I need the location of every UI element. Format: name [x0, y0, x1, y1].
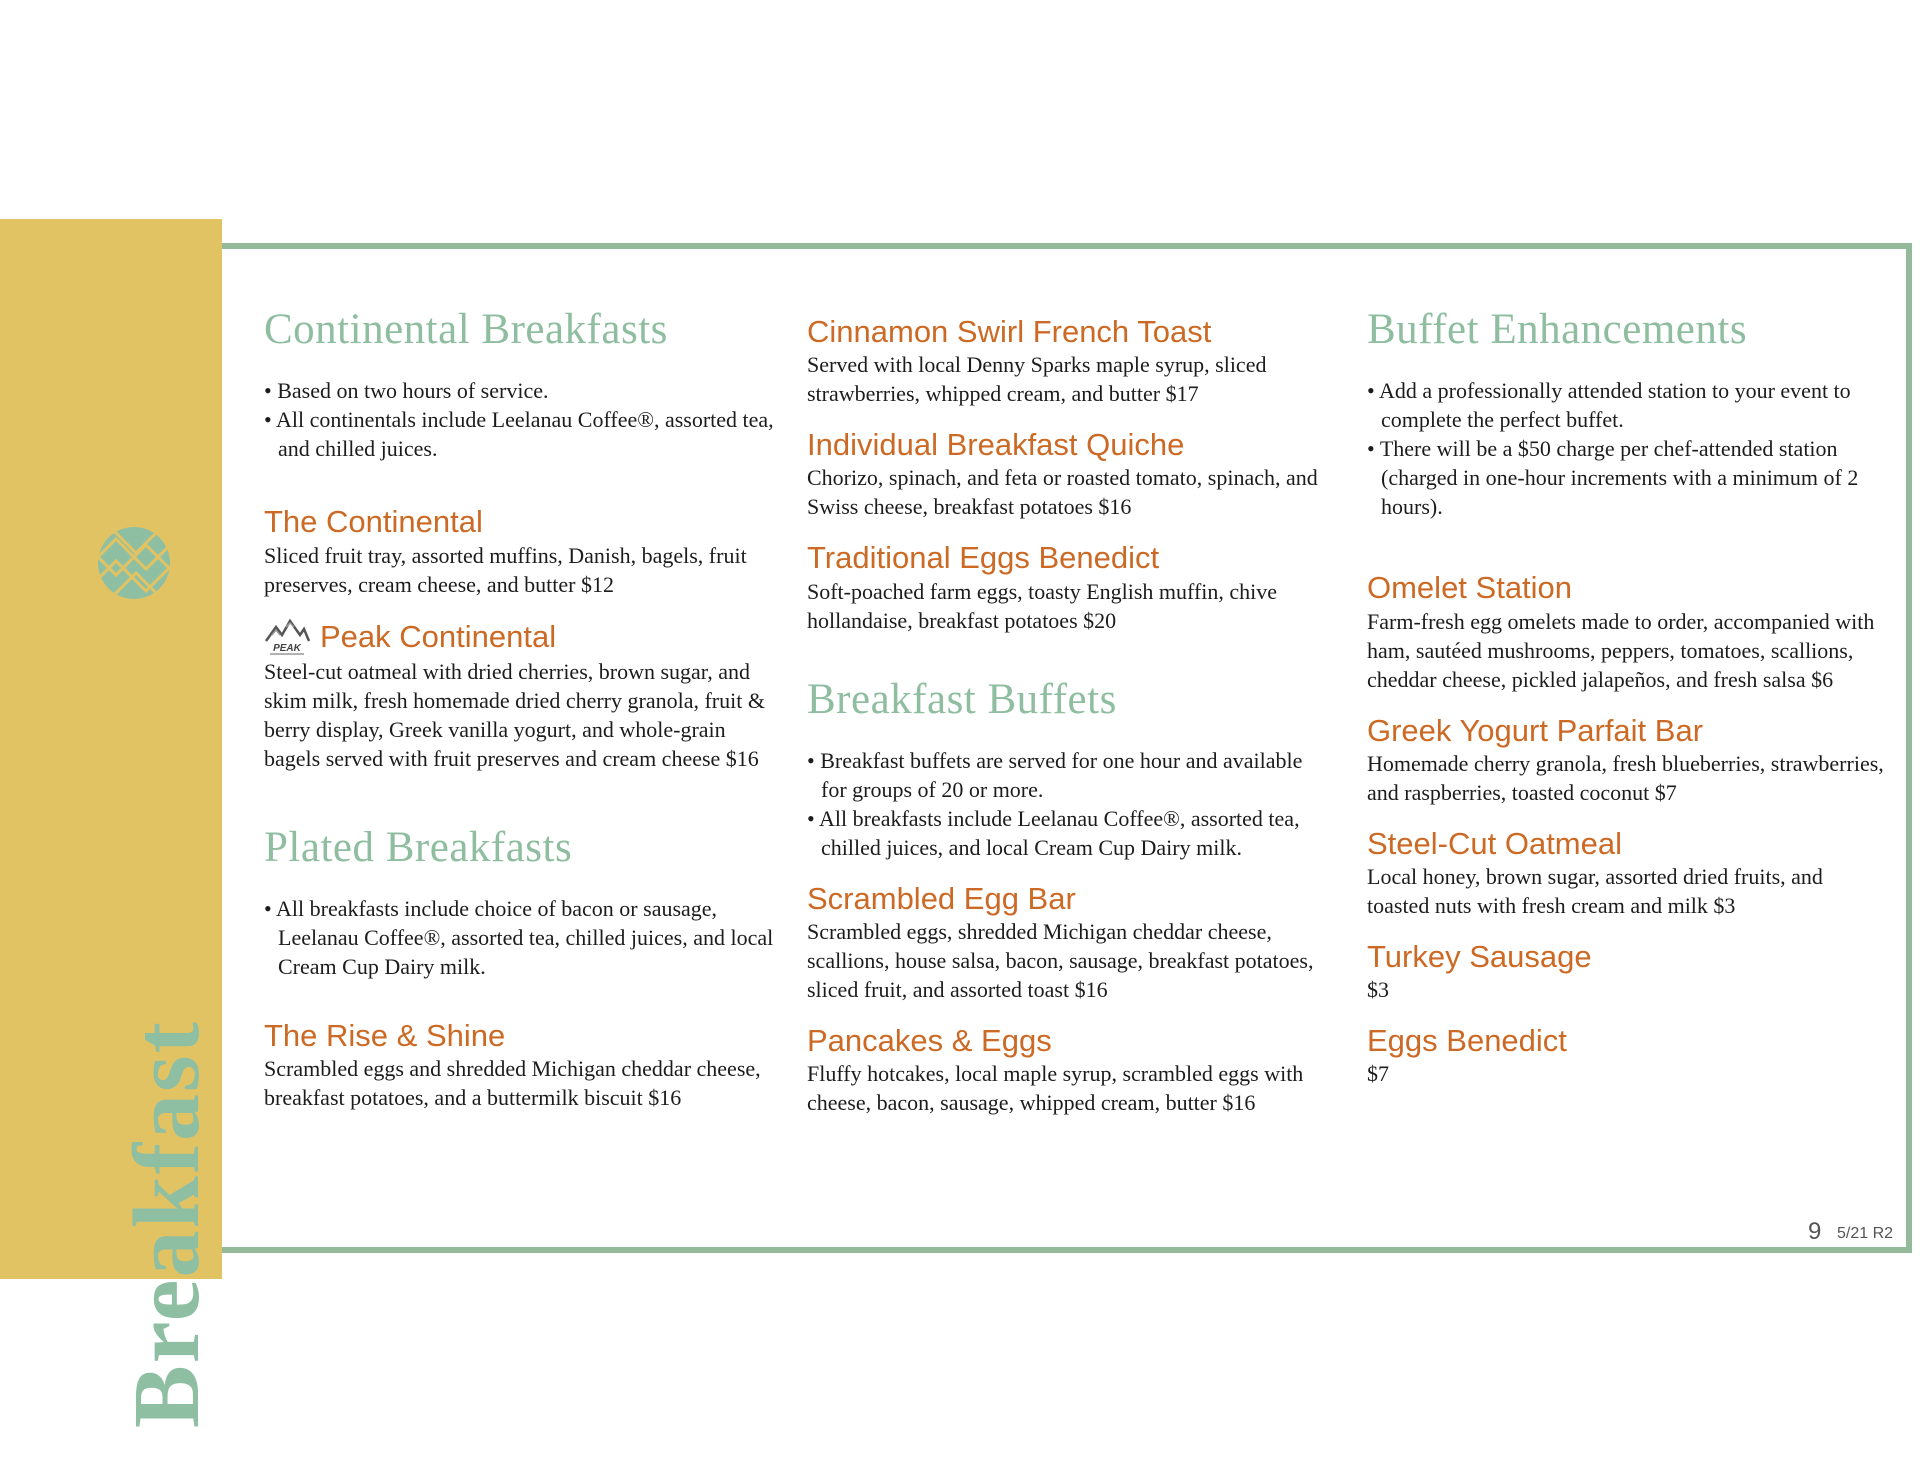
- plated-notes: [264, 894, 774, 981]
- pinecone-logo-icon: [96, 525, 172, 601]
- item-desc: Soft-poached farm eggs, toasty English muffin, chive hollandaise, breakfast potatoes $20: [807, 578, 1278, 633]
- list-item: • Add a professionally attended station to your event to complete the perfect buffet.: [1367, 376, 1887, 434]
- item-desc: Steel-cut oatmeal with dried cherries, brown sugar, and skim milk, fresh homemade dried cherry granola, fruit & berry display, Greek vanilla yogurt, and whole-grain bagels served with fruit preserves and cream cheese $16: [264, 658, 765, 771]
- menu-item-pancakes-eggs: [807, 1022, 1327, 1117]
- revision-label: 5/21 R2: [1837, 1225, 1894, 1242]
- section-title-buffets: Breakfast Buffets: [807, 675, 1117, 723]
- item-desc: Homemade cherry granola, fresh blueberries, strawberries, and raspberries, toasted coconut $7: [1367, 750, 1884, 805]
- column-left: [264, 305, 774, 1112]
- menu-item-oatmeal: [1367, 825, 1887, 920]
- item-desc: Local honey, brown sugar, assorted dried fruits, and toasted nuts with fresh cream and milk $3: [1367, 864, 1823, 918]
- item-desc: Chorizo, spinach, and feta or roasted tomato, spinach, and Swiss cheese, breakfast potatoes $16: [807, 465, 1318, 520]
- item-desc: Farm-fresh egg omelets made to order, accompanied with ham, sautéed mushrooms, peppers, tomatoes, scallions, cheddar cheese, pickled jalapeños, and fresh salsa $6: [1367, 608, 1875, 692]
- item-desc: Fluffy hotcakes, local maple syrup, scrambled eggs with cheese, bacon, sausage, whipped cream, butter $16: [807, 1061, 1304, 1116]
- item-title: Individual Breakfast Quiche: [807, 427, 1185, 463]
- buffets-notes: [807, 746, 1327, 862]
- list-item: • Breakfast buffets are served for one hour and available for groups of 20 or more.: [807, 746, 1327, 804]
- item-desc: Served with local Denny Sparks maple syrup, sliced strawberries, whipped cream, and butter $17: [807, 352, 1267, 407]
- item-desc: Sliced fruit tray, assorted muffins, Danish, bagels, fruit preserves, cream cheese, and butter $12: [264, 542, 747, 597]
- section-title-enhancements: Buffet Enhancements: [1367, 306, 1748, 353]
- item-title: Eggs Benedict: [1367, 1023, 1567, 1059]
- menu-item-eggs-benedict-add: [1367, 1022, 1887, 1088]
- menu-item-quiche: [807, 426, 1327, 521]
- menu-item-rise-shine: [264, 1017, 774, 1112]
- item-title: The Continental: [264, 504, 483, 540]
- section-title-continental: Continental Breakfasts: [264, 306, 668, 353]
- item-desc: Scrambled eggs and shredded Michigan cheddar cheese, breakfast potatoes, and a buttermilk biscuit $16: [264, 1056, 761, 1111]
- enhancements-notes: [1367, 376, 1887, 521]
- menu-item-omelet-station: [1367, 569, 1887, 693]
- peak-mountain-icon: [264, 617, 310, 657]
- page-number: 9: [1808, 1218, 1822, 1245]
- item-title: Pancakes & Eggs: [807, 1023, 1052, 1059]
- list-item: • All breakfasts include Leelanau Coffee®, assorted tea, chilled juices, and local Cream Cup Dairy milk.: [807, 804, 1327, 862]
- menu-item-eggs-benedict: [807, 539, 1327, 634]
- item-desc: $7: [1367, 1061, 1389, 1087]
- menu-item-turkey-sausage: [1367, 938, 1887, 1004]
- list-item: • All breakfasts include choice of bacon or sausage, Leelanau Coffee®, assorted tea, chilled juices, and local Cream Cup Dairy milk.: [264, 894, 774, 981]
- item-title: Scrambled Egg Bar: [807, 881, 1076, 916]
- item-title: Traditional Eggs Benedict: [807, 540, 1160, 576]
- list-item: • Based on two hours of service.: [264, 376, 774, 405]
- item-title: Steel-Cut Oatmeal: [1367, 825, 1622, 861]
- item-title: The Rise & Shine: [264, 1018, 506, 1054]
- item-desc: Scrambled eggs, shredded Michigan cheddar cheese, scallions, house salsa, bacon, sausage, breakfast potatoes, sliced fruit, and assorted toast $16: [807, 919, 1314, 1003]
- list-item: • All continentals include Leelanau Coffee®, assorted tea, and chilled juices.: [264, 405, 774, 463]
- list-item: • There will be a $50 charge per chef-attended station (charged in one-hour increments with a minimum of 2 hours).: [1367, 434, 1887, 521]
- item-desc: $3: [1367, 977, 1389, 1003]
- menu-item-scrambled-egg-bar: [807, 880, 1327, 1004]
- menu-item-french-toast: [807, 313, 1327, 408]
- item-title: Cinnamon Swirl French Toast: [807, 314, 1212, 349]
- item-title: Turkey Sausage: [1367, 939, 1592, 974]
- item-title: Peak Continental: [320, 619, 557, 655]
- menu-item-parfait-bar: [1367, 712, 1887, 807]
- continental-notes: [264, 376, 774, 463]
- menu-item-peak-continental: [264, 617, 774, 773]
- item-title: Greek Yogurt Parfait Bar: [1367, 712, 1704, 748]
- side-title: Breakfast: [115, 1020, 219, 1428]
- column-right: [1367, 305, 1887, 1088]
- section-title-plated: Plated Breakfasts: [264, 823, 573, 871]
- menu-item-the-continental: [264, 503, 774, 598]
- side-band: [0, 219, 222, 1428]
- column-middle: [807, 305, 1327, 1117]
- item-title: Omelet Station: [1367, 570, 1573, 606]
- peak-logo-text: PEAK: [273, 642, 301, 654]
